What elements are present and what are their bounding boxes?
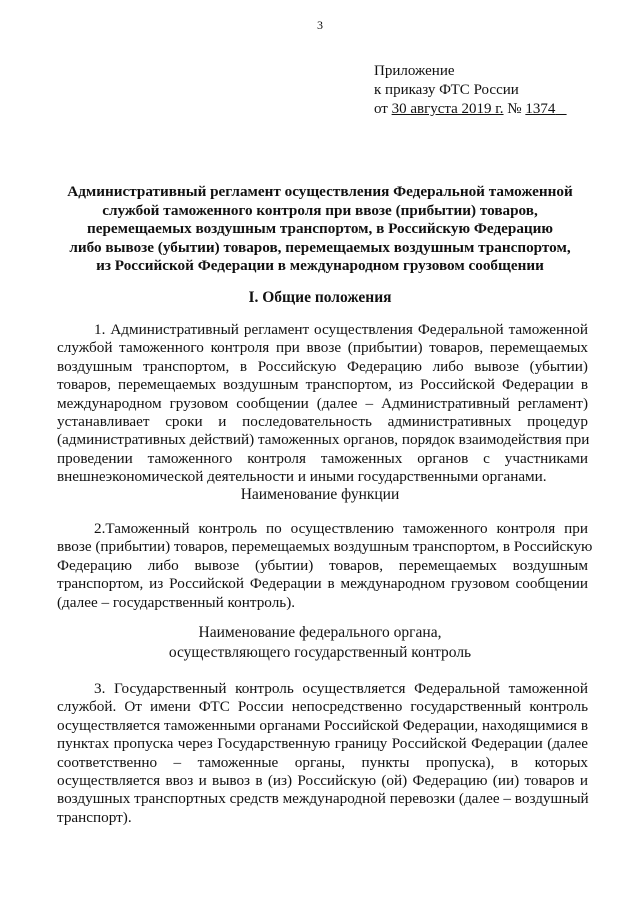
paragraph-line: транспорт). (57, 808, 132, 826)
appendix-number: 1374 (525, 101, 556, 117)
paragraph-1 (57, 321, 588, 487)
paragraph-line: Федерацию либо вывозе (убытии) товаров, перемещаемых воздушным (57, 556, 588, 574)
subheading-authority-line2: осуществляющего государственный контроль (168, 644, 472, 661)
paragraph-line: осуществляется ввоз и вывоз в (из) Российскую (ой) Федерацию (ии) товаров и (57, 772, 588, 790)
appendix-number-prefix: № (503, 101, 526, 117)
paragraph-line: проведении таможенного контроля таможенных органов с участниками (57, 449, 588, 467)
paragraph-line: товаров, перемещаемых воздушным транспортом, из Российской Федерации в (57, 376, 588, 394)
section-heading-general: I. Общие положения (248, 289, 392, 306)
appendix-block (374, 62, 567, 119)
paragraph-line: 1. Административный регламент осуществления Федеральной таможенной (94, 321, 588, 338)
title-line: перемещаемых воздушным транспортом, в Российскую Федерацию (86, 220, 554, 238)
paragraph-line: службой таможенного контроля при ввозе (прибытии) товаров, перемещаемых (57, 339, 588, 357)
subheading-function: Наименование функции (240, 486, 400, 503)
title-line: службой таможенного контроля при ввозе (прибытии) товаров, (102, 201, 538, 219)
paragraph-line: 2.Таможенный контроль по осуществлению таможенного контроля при (94, 520, 588, 537)
appendix-label: Приложение (374, 63, 455, 79)
appendix-order-ref: к приказу ФТС России (374, 82, 519, 98)
subheading-authority-line1: Наименование федерального органа, (198, 624, 442, 641)
paragraph-line: воздушных транспортных средств международной перевозки (далее – воздушный (57, 790, 589, 808)
paragraph-line: пунктах пропуска через Государственную границу Российской Федерации (далее (57, 735, 588, 753)
paragraph-line: устанавливает сроки и последовательность административных процедур (57, 413, 588, 431)
paragraph-3 (57, 680, 588, 827)
paragraph-2 (57, 520, 593, 612)
paragraph-line: соответственно – таможенные органы, пункты пропуска), в которых (57, 753, 588, 771)
paragraph-line: (административных действий) таможенных органов, порядок взаимодействия при (57, 431, 590, 449)
paragraph-line: внешнеэкономической деятельности и иными государственными органами. (57, 468, 547, 486)
paragraph-line: ввозе (прибытии) товаров, перемещаемых воздушным транспортом, в Российскую (57, 538, 593, 556)
page-number: 3 (317, 18, 323, 32)
paragraph-line: осуществляется таможенными органами Российской Федерации, находящимися в (57, 716, 588, 734)
paragraph-line: (далее – государственный контроль). (57, 593, 296, 611)
appendix-date: 30 августа 2019 г. (391, 101, 504, 117)
paragraph-line: 3. Государственный контроль осуществляется Федеральной таможенной (94, 680, 588, 697)
title-line: Административный регламент осуществления Федеральной таможенной (67, 183, 573, 200)
paragraph-line: международном грузовом сообщении (далее – Административный регламент) (57, 394, 588, 412)
appendix-date-prefix: от (374, 101, 392, 117)
title-line: либо вывозе (убытии) товаров, перемещаемых воздушным транспортом, (69, 238, 571, 256)
paragraph-line: службой. От имени ФТС России непосредственно государственный контроль (57, 698, 588, 716)
title-line: из Российской Федерации в международном грузовом сообщении (96, 257, 544, 275)
paragraph-line: транспортом, из Российской Федерации в международном грузовом сообщении (57, 575, 588, 593)
paragraph-line: воздушным транспортом, в Российскую Федерацию либо вывозе (убытии) (57, 357, 588, 375)
document-title (58, 183, 582, 276)
appendix-date-line (374, 100, 567, 119)
